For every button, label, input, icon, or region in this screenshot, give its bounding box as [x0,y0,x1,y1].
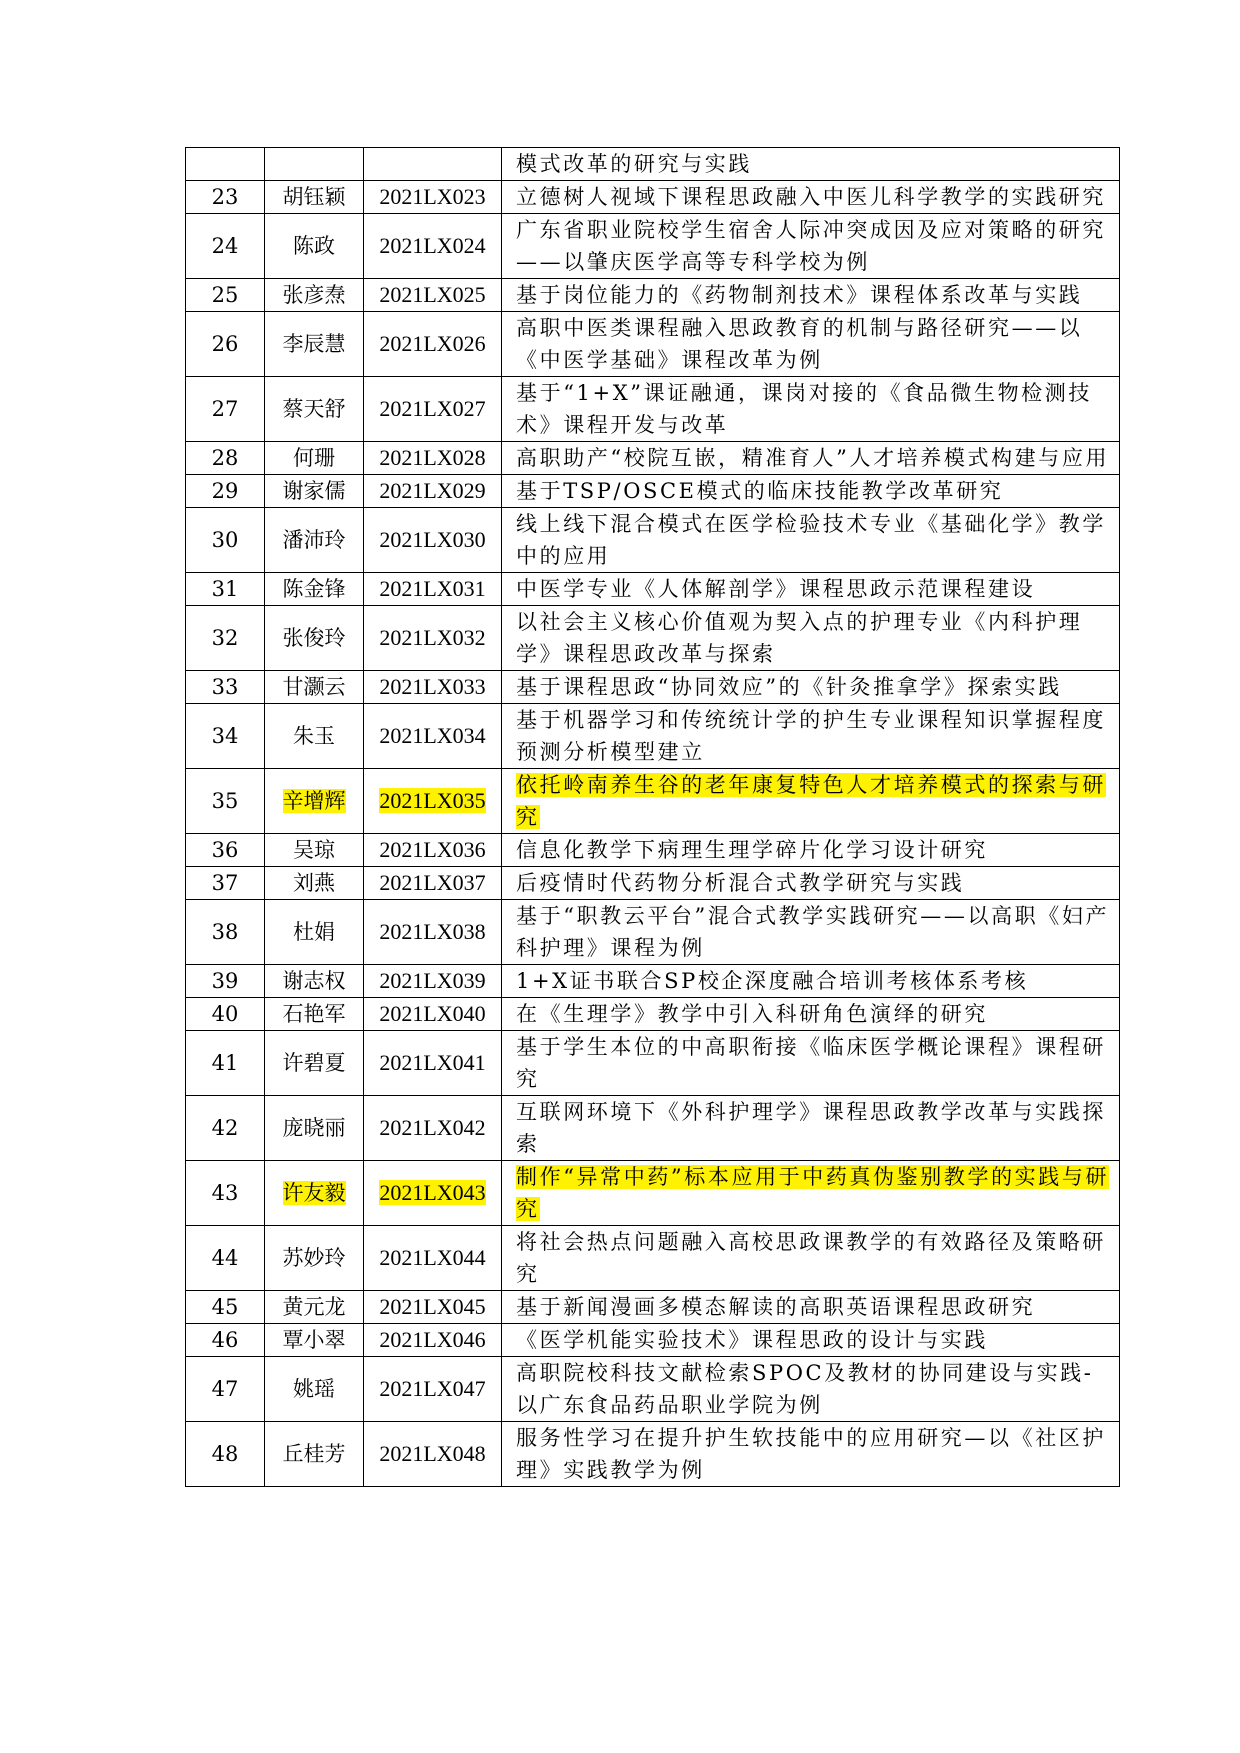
project-code-cell [364,769,502,834]
project-code-text: 2021LX037 [379,870,486,895]
serial-number-cell [186,1031,265,1096]
applicant-name-cell [265,900,364,965]
table-row [186,1324,1120,1357]
project-title-text: 基于“1+X”课证融通，课岗对接的《食品微生物检测技术》课程开发与改革 [516,381,1092,437]
applicant-name-cell [265,834,364,867]
project-code-cell [364,704,502,769]
serial-number-cell [186,1291,265,1324]
project-title-cell [502,475,1120,508]
project-title-text: 《医学机能实验技术》课程思政的设计与实践 [516,1328,988,1352]
project-code-text: 2021LX041 [379,1050,486,1075]
project-code-cell [364,573,502,606]
table-row [186,834,1120,867]
project-title-cell [502,1226,1120,1291]
project-code-text: 2021LX026 [379,331,486,356]
project-code-text: 2021LX023 [379,184,486,209]
serial-number-cell [186,181,265,214]
applicant-name-cell [265,508,364,573]
project-code-cell [364,1324,502,1357]
project-title-cell [502,214,1120,279]
serial-number-cell [186,508,265,573]
project-title-text: 高职中医类课程融入思政教育的机制与路径研究——以《中医学基础》课程改革为例 [516,316,1083,372]
table-row [186,279,1120,312]
project-code-cell [364,965,502,998]
serial-number-cell [186,1422,265,1487]
project-title-cell [502,442,1120,475]
table-row [186,377,1120,442]
table-row [186,1031,1120,1096]
serial-number-text: 28 [211,446,239,470]
applicant-name-text: 陈金锋 [282,577,346,601]
serial-number-cell [186,1096,265,1161]
project-code-cell [364,1291,502,1324]
applicant-name-text: 甘灏云 [282,675,346,699]
applicant-name-text: 黄元龙 [282,1295,346,1319]
project-code-cell [364,148,502,181]
project-table [185,147,1120,1487]
serial-number-text: 39 [211,969,239,993]
serial-number-cell [186,1357,265,1422]
project-code-cell [364,442,502,475]
applicant-name-text: 丘桂芳 [282,1442,346,1466]
project-title-cell [502,279,1120,312]
serial-number-cell [186,377,265,442]
project-title-cell [502,1161,1120,1226]
serial-number-cell [186,573,265,606]
project-title-text: 基于TSP/OSCE模式的临床技能教学改革研究 [516,479,1004,503]
applicant-name-text: 张俊玲 [282,626,346,650]
applicant-name-text: 何珊 [293,446,335,470]
applicant-name-text: 蔡天舒 [282,397,346,421]
project-title-text: 1+X证书联合SP校企深度融合培训考核体系考核 [516,969,1029,993]
serial-number-cell [186,900,265,965]
project-code-cell [364,475,502,508]
serial-number-cell [186,442,265,475]
applicant-name-cell [265,1357,364,1422]
project-code-cell [364,181,502,214]
applicant-name-cell [265,769,364,834]
project-title-cell [502,671,1120,704]
table-row [186,1096,1120,1161]
project-code-text: 2021LX048 [379,1441,486,1466]
table-row [186,1226,1120,1291]
project-title-text: 中医学专业《人体解剖学》课程思政示范课程建设 [516,577,1036,601]
applicant-name-text: 杜娟 [293,920,335,944]
project-title-cell [502,312,1120,377]
table-row [186,1422,1120,1487]
project-code-cell [364,606,502,671]
table-row [186,573,1120,606]
applicant-name-text: 陈政 [293,234,335,258]
project-title-text: 后疫情时代药物分析混合式教学研究与实践 [516,871,965,895]
applicant-name-cell [265,1226,364,1291]
project-title-cell [502,573,1120,606]
serial-number-text: 30 [211,528,239,552]
applicant-name-cell [265,1291,364,1324]
project-code-text: 2021LX033 [379,674,486,699]
table-row [186,998,1120,1031]
project-title-cell [502,1096,1120,1161]
serial-number-text: 47 [211,1377,239,1401]
project-code-text: 2021LX039 [379,968,486,993]
project-title-text: 基于“职教云平台”混合式教学实践研究——以高职《妇产科护理》课程为例 [516,904,1110,960]
project-title-cell [502,834,1120,867]
project-code-text: 2021LX032 [379,625,486,650]
project-code-text: 2021LX031 [379,576,486,601]
project-code-cell [364,377,502,442]
table-row [186,312,1120,377]
applicant-name-cell [265,965,364,998]
serial-number-cell [186,1161,265,1226]
applicant-name-cell [265,998,364,1031]
serial-number-text: 45 [211,1295,239,1319]
project-code-cell [364,1226,502,1291]
serial-number-cell [186,1226,265,1291]
project-title-text: 线上线下混合模式在医学检验技术专业《基础化学》教学中的应用 [516,512,1106,568]
table-row [186,181,1120,214]
applicant-name-cell [265,606,364,671]
serial-number-cell [186,965,265,998]
project-title-text: 广东省职业院校学生宿舍人际冲突成因及应对策略的研究——以肇庆医学高等专科学校为例 [516,218,1106,274]
project-code-cell [364,1357,502,1422]
applicant-name-text: 覃小翠 [282,1328,346,1352]
project-title-cell [502,148,1120,181]
applicant-name-cell [265,573,364,606]
project-code-text: 2021LX040 [379,1001,486,1026]
project-code-text: 2021LX030 [379,527,486,552]
serial-number-text: 27 [211,397,239,421]
project-title-cell [502,606,1120,671]
serial-number-cell [186,671,265,704]
project-code-cell [364,998,502,1031]
project-title-cell [502,769,1120,834]
project-code-cell [364,312,502,377]
project-title-text: 高职院校科技文献检索SPOC及教材的协同建设与实践-以广东食品药品职业学院为例 [516,1361,1094,1417]
project-code-text: 2021LX029 [379,478,486,503]
serial-number-text: 24 [211,234,239,258]
serial-number-text: 29 [211,479,239,503]
project-table-body [186,148,1120,1487]
project-title-cell [502,965,1120,998]
applicant-name-text: 许碧夏 [282,1051,346,1075]
applicant-name-cell [265,1031,364,1096]
table-row [186,671,1120,704]
project-code-cell [364,214,502,279]
project-code-text: 2021LX035 [379,788,486,813]
applicant-name-text: 庞晓丽 [282,1116,346,1140]
project-title-text: 高职助产“校院互嵌，精准育人”人才培养模式构建与应用 [516,446,1110,470]
applicant-name-text: 许友毅 [282,1181,346,1205]
serial-number-text: 23 [211,185,239,209]
applicant-name-text: 刘燕 [293,871,335,895]
table-row [186,508,1120,573]
serial-number-cell [186,475,265,508]
serial-number-text: 35 [211,789,239,813]
project-title-text: 服务性学习在提升护生软技能中的应用研究—以《社区护理》实践教学为例 [516,1426,1106,1482]
project-code-text: 2021LX024 [379,233,486,258]
project-title-text: 模式改革的研究与实践 [516,152,752,176]
project-title-text: 基于学生本位的中高职衔接《临床医学概论课程》课程研究 [516,1035,1106,1091]
project-title-text: 基于新闻漫画多模态解读的高职英语课程思政研究 [516,1295,1036,1319]
project-code-text: 2021LX046 [379,1327,486,1352]
applicant-name-cell [265,1324,364,1357]
serial-number-text: 26 [211,332,239,356]
project-title-text: 依托岭南养生谷的老年康复特色人才培养模式的探索与研究 [516,773,1106,829]
project-code-text: 2021LX043 [379,1180,486,1205]
serial-number-cell [186,279,265,312]
table-row [186,442,1120,475]
applicant-name-text: 朱玉 [293,724,335,748]
table-row [186,1291,1120,1324]
project-title-text: 互联网环境下《外科护理学》课程思政教学改革与实践探索 [516,1100,1106,1156]
applicant-name-text: 潘沛玲 [282,528,346,552]
applicant-name-cell [265,1096,364,1161]
table-row [186,965,1120,998]
serial-number-text: 40 [211,1002,239,1026]
project-code-text: 2021LX038 [379,919,486,944]
project-title-text: 制作“异常中药”标本应用于中药真伪鉴别教学的实践与研究 [516,1165,1110,1221]
table-row [186,900,1120,965]
table-row [186,606,1120,671]
serial-number-text: 37 [211,871,239,895]
applicant-name-text: 石艳军 [282,1002,346,1026]
project-title-cell [502,1357,1120,1422]
project-code-cell [364,900,502,965]
table-row [186,1161,1120,1226]
serial-number-text: 43 [211,1181,239,1205]
applicant-name-cell [265,148,364,181]
project-code-cell [364,1031,502,1096]
project-title-cell [502,1291,1120,1324]
project-code-text: 2021LX028 [379,445,486,470]
serial-number-cell [186,312,265,377]
project-title-cell [502,1324,1120,1357]
applicant-name-text: 谢志权 [282,969,346,993]
project-code-text: 2021LX042 [379,1115,486,1140]
table-row [186,475,1120,508]
project-title-text: 基于机器学习和传统统计学的护生专业课程知识掌握程度预测分析模型建立 [516,708,1106,764]
applicant-name-text: 姚瑶 [293,1377,335,1401]
project-code-cell [364,508,502,573]
serial-number-text: 48 [211,1442,239,1466]
applicant-name-text: 李辰慧 [282,332,346,356]
project-title-cell [502,181,1120,214]
project-code-text: 2021LX036 [379,837,486,862]
serial-number-text: 36 [211,838,239,862]
table-row [186,148,1120,181]
project-title-text: 以社会主义核心价值观为契入点的护理专业《内科护理学》课程思政改革与探索 [516,610,1083,666]
project-title-cell [502,998,1120,1031]
project-code-cell [364,1161,502,1226]
applicant-name-cell [265,377,364,442]
project-title-text: 立德树人视域下课程思政融入中医儿科学教学的实践研究 [516,185,1106,209]
serial-number-cell [186,1324,265,1357]
project-title-text: 基于课程思政“协同效应”的《针灸推拿学》探索实践 [516,675,1062,699]
project-code-text: 2021LX027 [379,396,486,421]
project-code-cell [364,1422,502,1487]
applicant-name-cell [265,704,364,769]
serial-number-cell [186,834,265,867]
project-title-text: 将社会热点问题融入高校思政课教学的有效路径及策略研究 [516,1230,1106,1286]
project-title-cell [502,704,1120,769]
serial-number-text: 41 [211,1051,239,1075]
serial-number-cell [186,998,265,1031]
serial-number-cell [186,214,265,279]
applicant-name-text: 苏妙玲 [282,1246,346,1270]
applicant-name-cell [265,1161,364,1226]
table-row [186,214,1120,279]
table-row [186,867,1120,900]
serial-number-text: 44 [211,1246,239,1270]
project-title-cell [502,867,1120,900]
serial-number-text: 25 [211,283,239,307]
applicant-name-cell [265,1422,364,1487]
serial-number-text: 34 [211,724,239,748]
applicant-name-cell [265,442,364,475]
project-title-cell [502,508,1120,573]
project-title-text: 信息化教学下病理生理学碎片化学习设计研究 [516,838,988,862]
project-code-cell [364,279,502,312]
table-row [186,769,1120,834]
applicant-name-cell [265,312,364,377]
applicant-name-text: 张彦焘 [282,283,346,307]
project-title-cell [502,1422,1120,1487]
project-code-text: 2021LX044 [379,1245,486,1270]
serial-number-text: 32 [211,626,239,650]
project-title-cell [502,377,1120,442]
project-title-text: 基于岗位能力的《药物制剂技术》课程体系改革与实践 [516,283,1083,307]
project-code-text: 2021LX034 [379,723,486,748]
applicant-name-text: 辛增辉 [282,789,346,813]
serial-number-text: 46 [211,1328,239,1352]
project-code-cell [364,867,502,900]
project-code-text: 2021LX025 [379,282,486,307]
serial-number-cell [186,867,265,900]
applicant-name-cell [265,181,364,214]
serial-number-text: 38 [211,920,239,944]
table-row [186,704,1120,769]
serial-number-cell [186,769,265,834]
applicant-name-cell [265,279,364,312]
project-code-text: 2021LX045 [379,1294,486,1319]
project-code-text: 2021LX047 [379,1376,486,1401]
table-row [186,1357,1120,1422]
project-title-cell [502,1031,1120,1096]
project-code-cell [364,1096,502,1161]
project-code-cell [364,834,502,867]
applicant-name-cell [265,214,364,279]
serial-number-text: 42 [211,1116,239,1140]
project-code-cell [364,671,502,704]
applicant-name-cell [265,867,364,900]
serial-number-text: 33 [211,675,239,699]
applicant-name-cell [265,671,364,704]
applicant-name-cell [265,475,364,508]
applicant-name-text: 胡钰颖 [282,185,346,209]
serial-number-cell [186,704,265,769]
applicant-name-text: 谢家儒 [282,479,346,503]
serial-number-cell [186,606,265,671]
serial-number-cell [186,148,265,181]
project-title-cell [502,900,1120,965]
serial-number-text: 31 [211,577,239,601]
project-title-text: 在《生理学》教学中引入科研角色演绎的研究 [516,1002,988,1026]
applicant-name-text: 吴琼 [293,838,335,862]
